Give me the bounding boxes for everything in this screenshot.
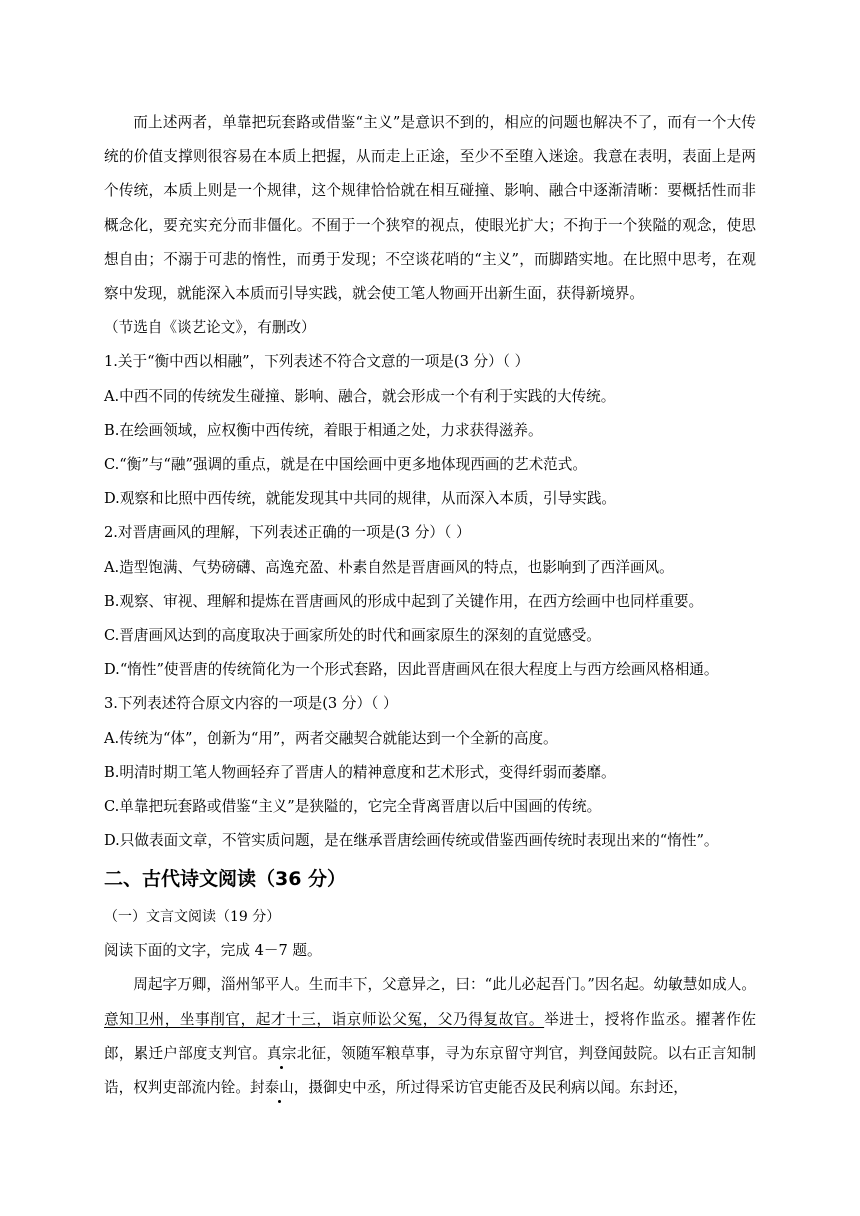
emphasized-term: 真宗 — [267, 1044, 297, 1062]
question-option: B.在绘画领域，应权衡中西传统，着眼于相通之处，力求获得滋养。 — [104, 421, 543, 439]
question-option: A.中西不同的传统发生碰撞、影响、融合，就会形成一个有利于实践的大传统。 — [104, 387, 616, 405]
question-option: D.观察和比照中西传统，就能发现其中共同的规律，从而深入本质，引导实践。 — [104, 490, 617, 508]
question-option: B.明清时期工笔人物画轻弃了晋唐人的精神意度和艺术形式，变得纤弱而萎靡。 — [104, 763, 616, 781]
question-option: A.造型饱满、气势磅礴、高逸充盈、朴素自然是晋唐画风的特点，也影响到了西洋画风。 — [104, 558, 674, 576]
emphasized-term: 泰山 — [264, 1079, 294, 1097]
question-stem: 2.对晋唐画风的理解，下列表述正确的一项是(3 分）（ ） — [104, 524, 471, 542]
section-heading: 二、古代诗文阅读（36 分） — [104, 868, 347, 891]
passage-source: （节选自《谈艺论文》，有删改） — [104, 319, 316, 337]
question-option: C.晋唐画风达到的高度取决于画家所处的时代和画家原生的深刻的直觉感受。 — [104, 627, 601, 645]
question-stem: 1.关于“衡中西以相融”，下列表述不符合文意的一项是(3 分）（ ） — [104, 353, 530, 371]
question-3 — [104, 687, 756, 858]
document-content — [104, 106, 756, 1105]
question-option: C.“衡”与“融”强调的重点，就是在中国绘画中更多地体现西画的艺术范式。 — [104, 456, 587, 474]
classical-text-span: 北征，领随军粮草事，寻为东京留守判官，判登闻鼓院。以右正言知制诰，权判吏部流内铨。封 — [104, 1044, 756, 1097]
classical-text-span: 周起字万卿，淄州邹平人。生而丰下，父意异之，曰：“此儿必起吾门。”因名起。幼敏慧如成人。 — [133, 976, 756, 994]
question-1 — [104, 345, 756, 516]
question-2 — [104, 516, 756, 687]
classical-text-span: 举进士，授将作监丞。擢著作佐郎，累迁户部度支判官。 — [104, 1010, 756, 1062]
question-option: D.只做表面文章，不管实质问题，是在继承晋唐绘画传统或借鉴西画传统时表现出来的“惰性”。 — [104, 832, 719, 850]
classical-text-paragraph — [104, 968, 756, 1105]
section-subheading: （一）文言文阅读（19 分） — [104, 909, 281, 926]
underlined-sentence: 意知卫州，坐事削官，起才十三，诣京师讼父冤，父乃得复故官。 — [104, 1010, 545, 1028]
passage-paragraph: 而上述两者，单靠把玩套路或借鉴“主义”是意识不到的，相应的问题也解决不了，而有一个大传统的价值支撑则很容易在本质上把握，从而走上正途，至少不至堕入迷途。我意在表明，表面上是两个传统，本质上则是一个规律，这个规律恰恰就在相互碰撞、影响、融合中逐渐清晰：要概括性而非概念化，要充实充分而非僵化。不囿于一个狭窄的视点，使眼光扩大；不拘于一个狭隘的观念，使思想自由；不溺于可悲的惰性，而勇于发现；不空谈花哨的“主义”，而脚踏实地。在比照中思考，在观察中发现，就能深入本质而引导实践，就会使工笔人物画开出新生面，获得新境界。 — [104, 114, 756, 303]
question-option: C.单靠把玩套路或借鉴“主义”是狭隘的，它完全背离晋唐以后中国画的传统。 — [104, 798, 602, 816]
question-option: D.“惰性”使晋唐的传统简化为一个形式套路，因此晋唐画风在很大程度上与西方绘画风格相通。 — [104, 661, 719, 679]
question-option: B.观察、审视、理解和提炼在晋唐画风的形成中起到了关键作用，在西方绘画中也同样重要。 — [104, 592, 704, 610]
classical-text-span: ，摄御史中丞，所过得采访官吏能否及民利病以闻。东封还， — [293, 1079, 688, 1097]
question-stem: 3.下列表述符合原文内容的一项是(3 分）（ ） — [104, 695, 398, 713]
question-option: A.传统为“体”，创新为“用”，两者交融契合就能达到一个全新的高度。 — [104, 729, 558, 747]
section-instruction: 阅读下面的文字，完成 4－7 题。 — [104, 942, 322, 960]
